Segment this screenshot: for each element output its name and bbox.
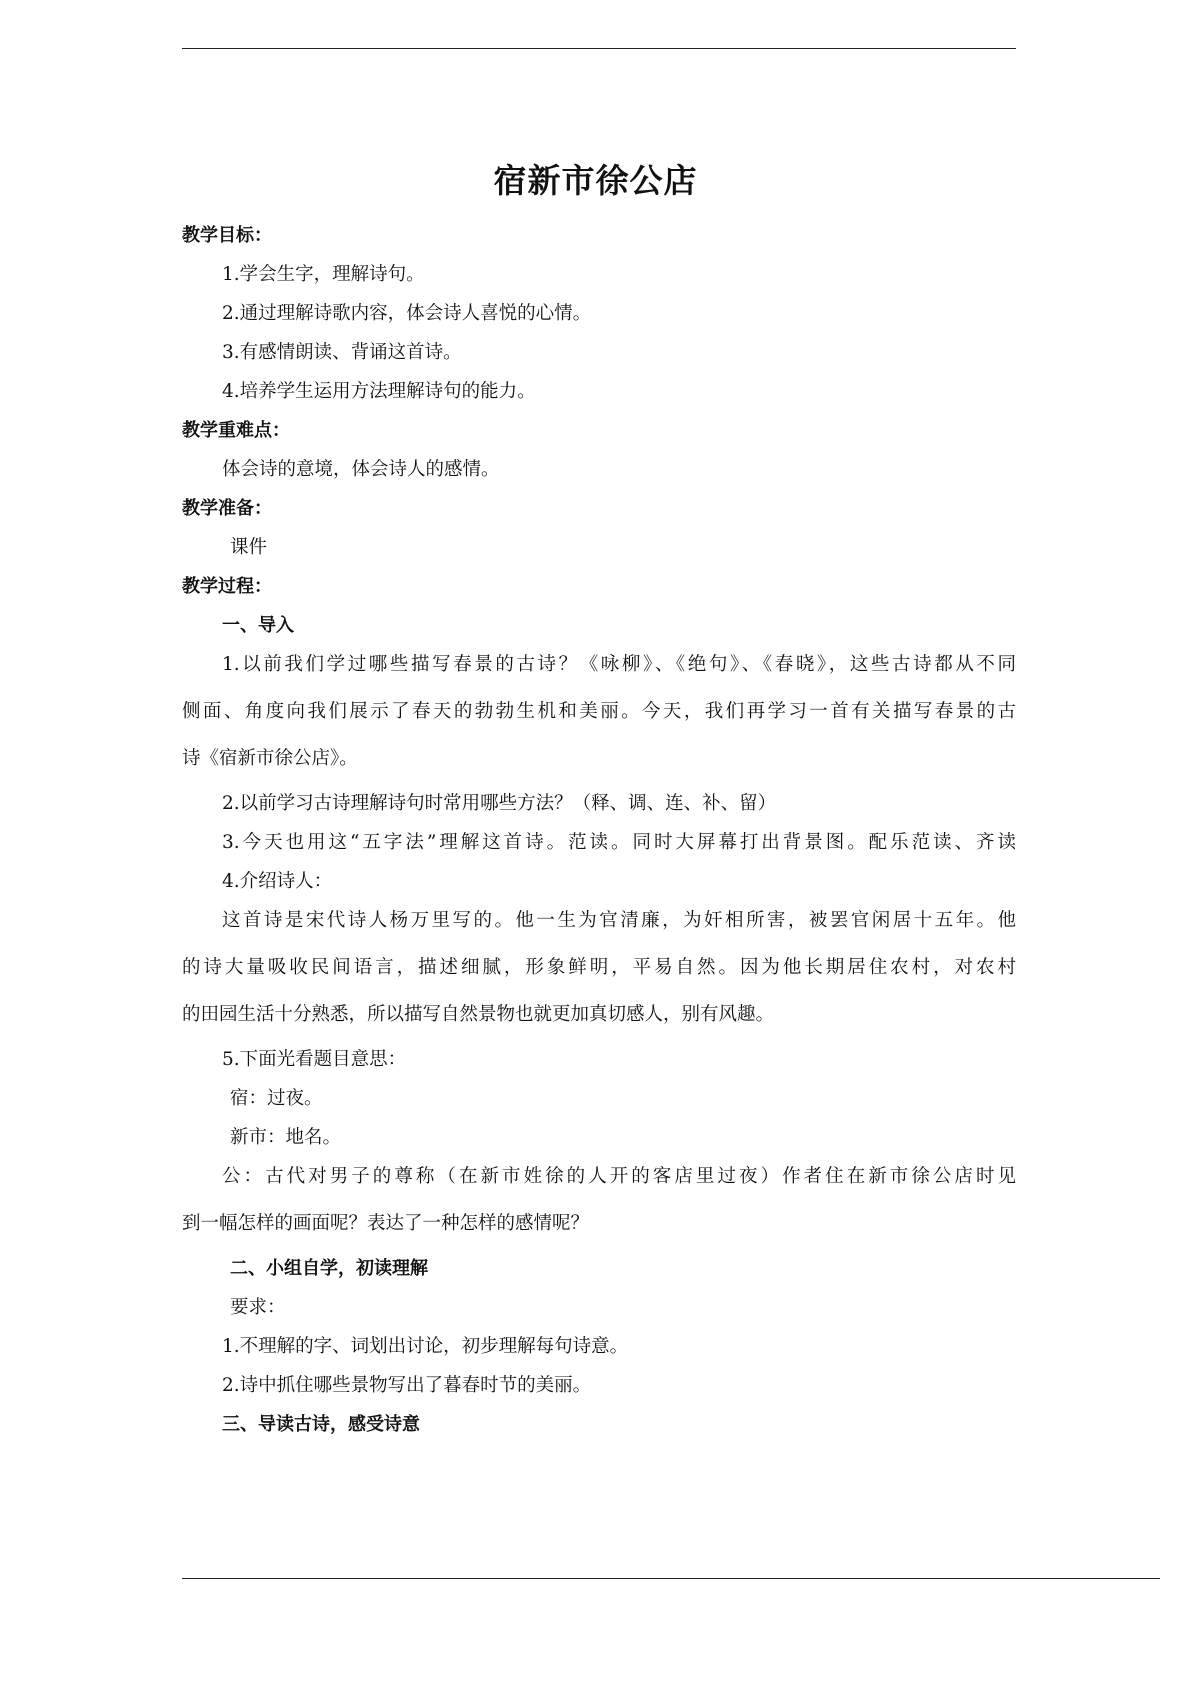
definition-line: 新市：地名。	[230, 1127, 342, 1148]
section-heading-key-points: 教学重难点：	[182, 420, 290, 441]
paragraph-line: 诗《宿新市徐公店》。	[182, 748, 358, 769]
paragraph-line: 4.介绍诗人：	[222, 871, 333, 892]
paragraph-line: 2.以前学习古诗理解诗句时常用哪些方法？（释、调、连、补、留）	[222, 793, 777, 814]
objective-item: 2.通过理解诗歌内容，体会诗人喜悦的心情。	[222, 303, 592, 324]
page-title: 宿新市徐公店	[493, 161, 698, 200]
paragraph-line: 这首诗是宋代诗人杨万里写的。他一生为官清廉，为奸相所害，被罢官闲居十五年。他	[222, 910, 1016, 931]
subsection-heading-guided-reading: 三、导读古诗，感受诗意	[222, 1414, 420, 1435]
paragraph-line: 侧面、角度向我们展示了春天的勃勃生机和美丽。今天，我们再学习一首有关描写春景的古	[182, 701, 1016, 722]
section-heading-process: 教学过程：	[182, 576, 272, 597]
paragraph-line: 的田园生活十分熟悉，所以描写自然景物也就更加真切感人，别有风趣。	[182, 1004, 775, 1025]
paragraph-line: 1.以前我们学过哪些描写春景的古诗？《咏柳》、《绝句》、《春晓》，这些古诗都从不同	[222, 654, 1016, 675]
paragraph-line: 的诗大量吸收民间语言，描述细腻，形象鲜明，平易自然。因为他长期居住农村，对农村	[182, 957, 1016, 978]
footer-rule	[182, 1578, 1160, 1579]
subsection-heading-group-study: 二、小组自学，初读理解	[230, 1258, 428, 1279]
section-heading-objectives: 教学目标：	[182, 225, 272, 246]
definition-line: 宿：过夜。	[230, 1088, 323, 1109]
header-rule	[182, 48, 1016, 49]
paragraph-line: 到一幅怎样的画面呢？表达了一种怎样的感情呢？	[182, 1213, 590, 1234]
objective-item: 1.学会生字，理解诗句。	[222, 264, 425, 285]
paragraph-line: 1.不理解的字、词划出讨论，初步理解每句诗意。	[222, 1336, 629, 1357]
paragraph-line: 2.诗中抓住哪些景物写出了暮春时节的美丽。	[222, 1375, 592, 1396]
definition-line: 公：古代对男子的尊称（在新市姓徐的人开的客店里过夜）作者住在新市徐公店时见	[222, 1166, 1016, 1187]
key-points-text: 体会诗的意境，体会诗人的感情。	[222, 459, 500, 480]
subsection-heading-intro: 一、导入	[222, 615, 294, 636]
paragraph-line: 3.今天也用这“五字法”理解这首诗。范读。同时大屏幕打出背景图。配乐范读、齐读	[222, 832, 1016, 853]
section-heading-preparation: 教学准备：	[182, 498, 272, 519]
paragraph-line: 要求：	[230, 1297, 286, 1318]
objective-item: 3.有感情朗读、背诵这首诗。	[222, 342, 462, 363]
objective-item: 4.培养学生运用方法理解诗句的能力。	[222, 381, 536, 402]
paragraph-line: 5.下面光看题目意思：	[222, 1049, 407, 1070]
preparation-text: 课件	[230, 537, 268, 558]
